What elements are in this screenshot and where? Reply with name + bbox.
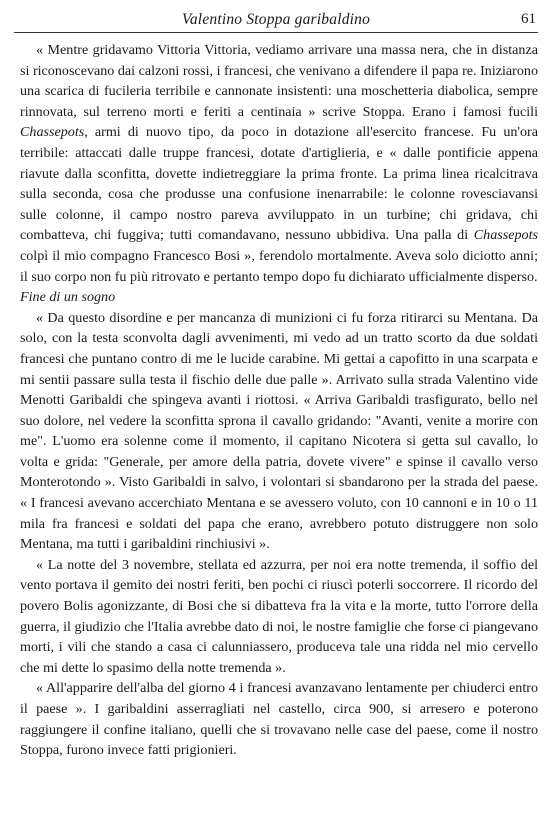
paragraph-1-italic-chassepots-2: Chassepots — [473, 227, 538, 244]
paragraph-1-part-a: « Mentre gridavamo Vittoria Vittoria, vediamo arrivare una massa nera, che in distanza si riconoscevano dai calzoni rossi, i francesi, che venivano a difendere il papa re. Iniziarono una scarica di fucileria terribile e cannonate insistenti: una moschetteria diabolica, sempre rinnovata, sul terreno morti e feriti a centinaia » scrive Stoppa. Erano i famosi fucili — [20, 42, 538, 120]
paragraph-4: « All'apparire dell'alba del giorno 4 i francesi avanzavano lentamente per chiuderci entro il paese ». I garibaldini asserragliati nel castello, circa 900, si arresero e poterono raggiungere il confine italiano, quelli che si trovavano nelle case del paese, come il nostro Stoppa, furono invece fatti prigionieri. — [20, 680, 538, 759]
page-number: 61 — [521, 11, 536, 27]
paragraph-3: « La notte del 3 novembre, stellata ed azzurra, per noi era notte tremenda, il soffio del vento portava il gemito dei nostri feriti, ben pochi ci riuscì poterli soccorrere. Il ricordo del povero Bolis agonizzante, di Bosi che si dibatteva fra la vita e la morte, tutto l'orrore della guerra, il giudizio che l'Italia avrebbe dato di noi, le nostre famiglie che forse ci piangevano morti, i vili che stando a casa ci calunniassero, produceva tale una ridda nel mio cervello che mi dette lo spasimo della notte tremenda ». — [20, 556, 538, 676]
paragraph-1-part-e: colpì il mio compagno Francesco Bosi », ferendolo mortalmente. Aveva solo diciotto anni; il suo corpo non fu più ritrovato e pertanto tempo dopo fu dichiarato ufficialmente disperso. — [20, 247, 538, 285]
paragraph-1 — [20, 40, 538, 287]
running-header — [14, 6, 538, 33]
body-text — [20, 40, 538, 761]
paragraph-2: « Da questo disordine e per mancanza di munizioni ci fu forza ritirarci su Mentana. Da solo, con la testa sconvolta dagli avvenimenti, mi vedo ad un tratto scorto da due soldati francesi che puntano contro di me le lucide carabine. Mi gettai a capofitto in una scarpata e mi sentii passare sulla testa il fischio delle due palle ». Arrivato sulla strada Valentino vide Menotti Garibaldi che spingeva avanti i riottosi. « Arriva Garibaldi trasfigurato, bello nel suo dolore, nel vedere la sconfitta sprona il cavallo gridando: "Avanti, venite a morire con me". L'uomo era solenne come il momento, il capitano Nicotera si getta sul cavallo, lo volta e grida: "Generale, per amore della patria, dovete vivere" e spinse il cavallo verso Monterotondo ». Visto Garibaldi in salvo, i volontari si sbandarono per la strada del paese. « I francesi avevano accerchiato Mentana e se avessero voluto, con 10 cannoni e in 10 o 11 mila fra francesi e soldati del papa che erano, avrebbero potuto distruggere non solo Mentana, ma tutti i garibaldini rinchiusivi ». — [20, 309, 538, 553]
paragraph-1-italic-chassepots-1: Chassepots — [20, 124, 85, 141]
paragraph-1-part-c: , armi di nuovo tipo, da poco in dotazione all'esercito francese. Fu un'ora terribile: attaccati dalle truppe francesi, dotate d'artiglieria, e « dalle pontificie appena riavute dalla sconfitta, dovette indietreggiare la prima fronte. La prima linea ricalcitrava sulla seconda, cosa che produsse una confusione inenarrabile: le colonne rovesciavansi sulle colonne, il campo nostro pareva avviluppato in un turbine; chi gridava, chi combatteva, chi fuggiva; tutti comandavano, nessuno ubbidiva. Una palla di — [20, 124, 538, 244]
running-title: Valentino Stoppa garibaldino — [181, 11, 371, 28]
section-title: Fine di un sogno — [20, 289, 116, 306]
